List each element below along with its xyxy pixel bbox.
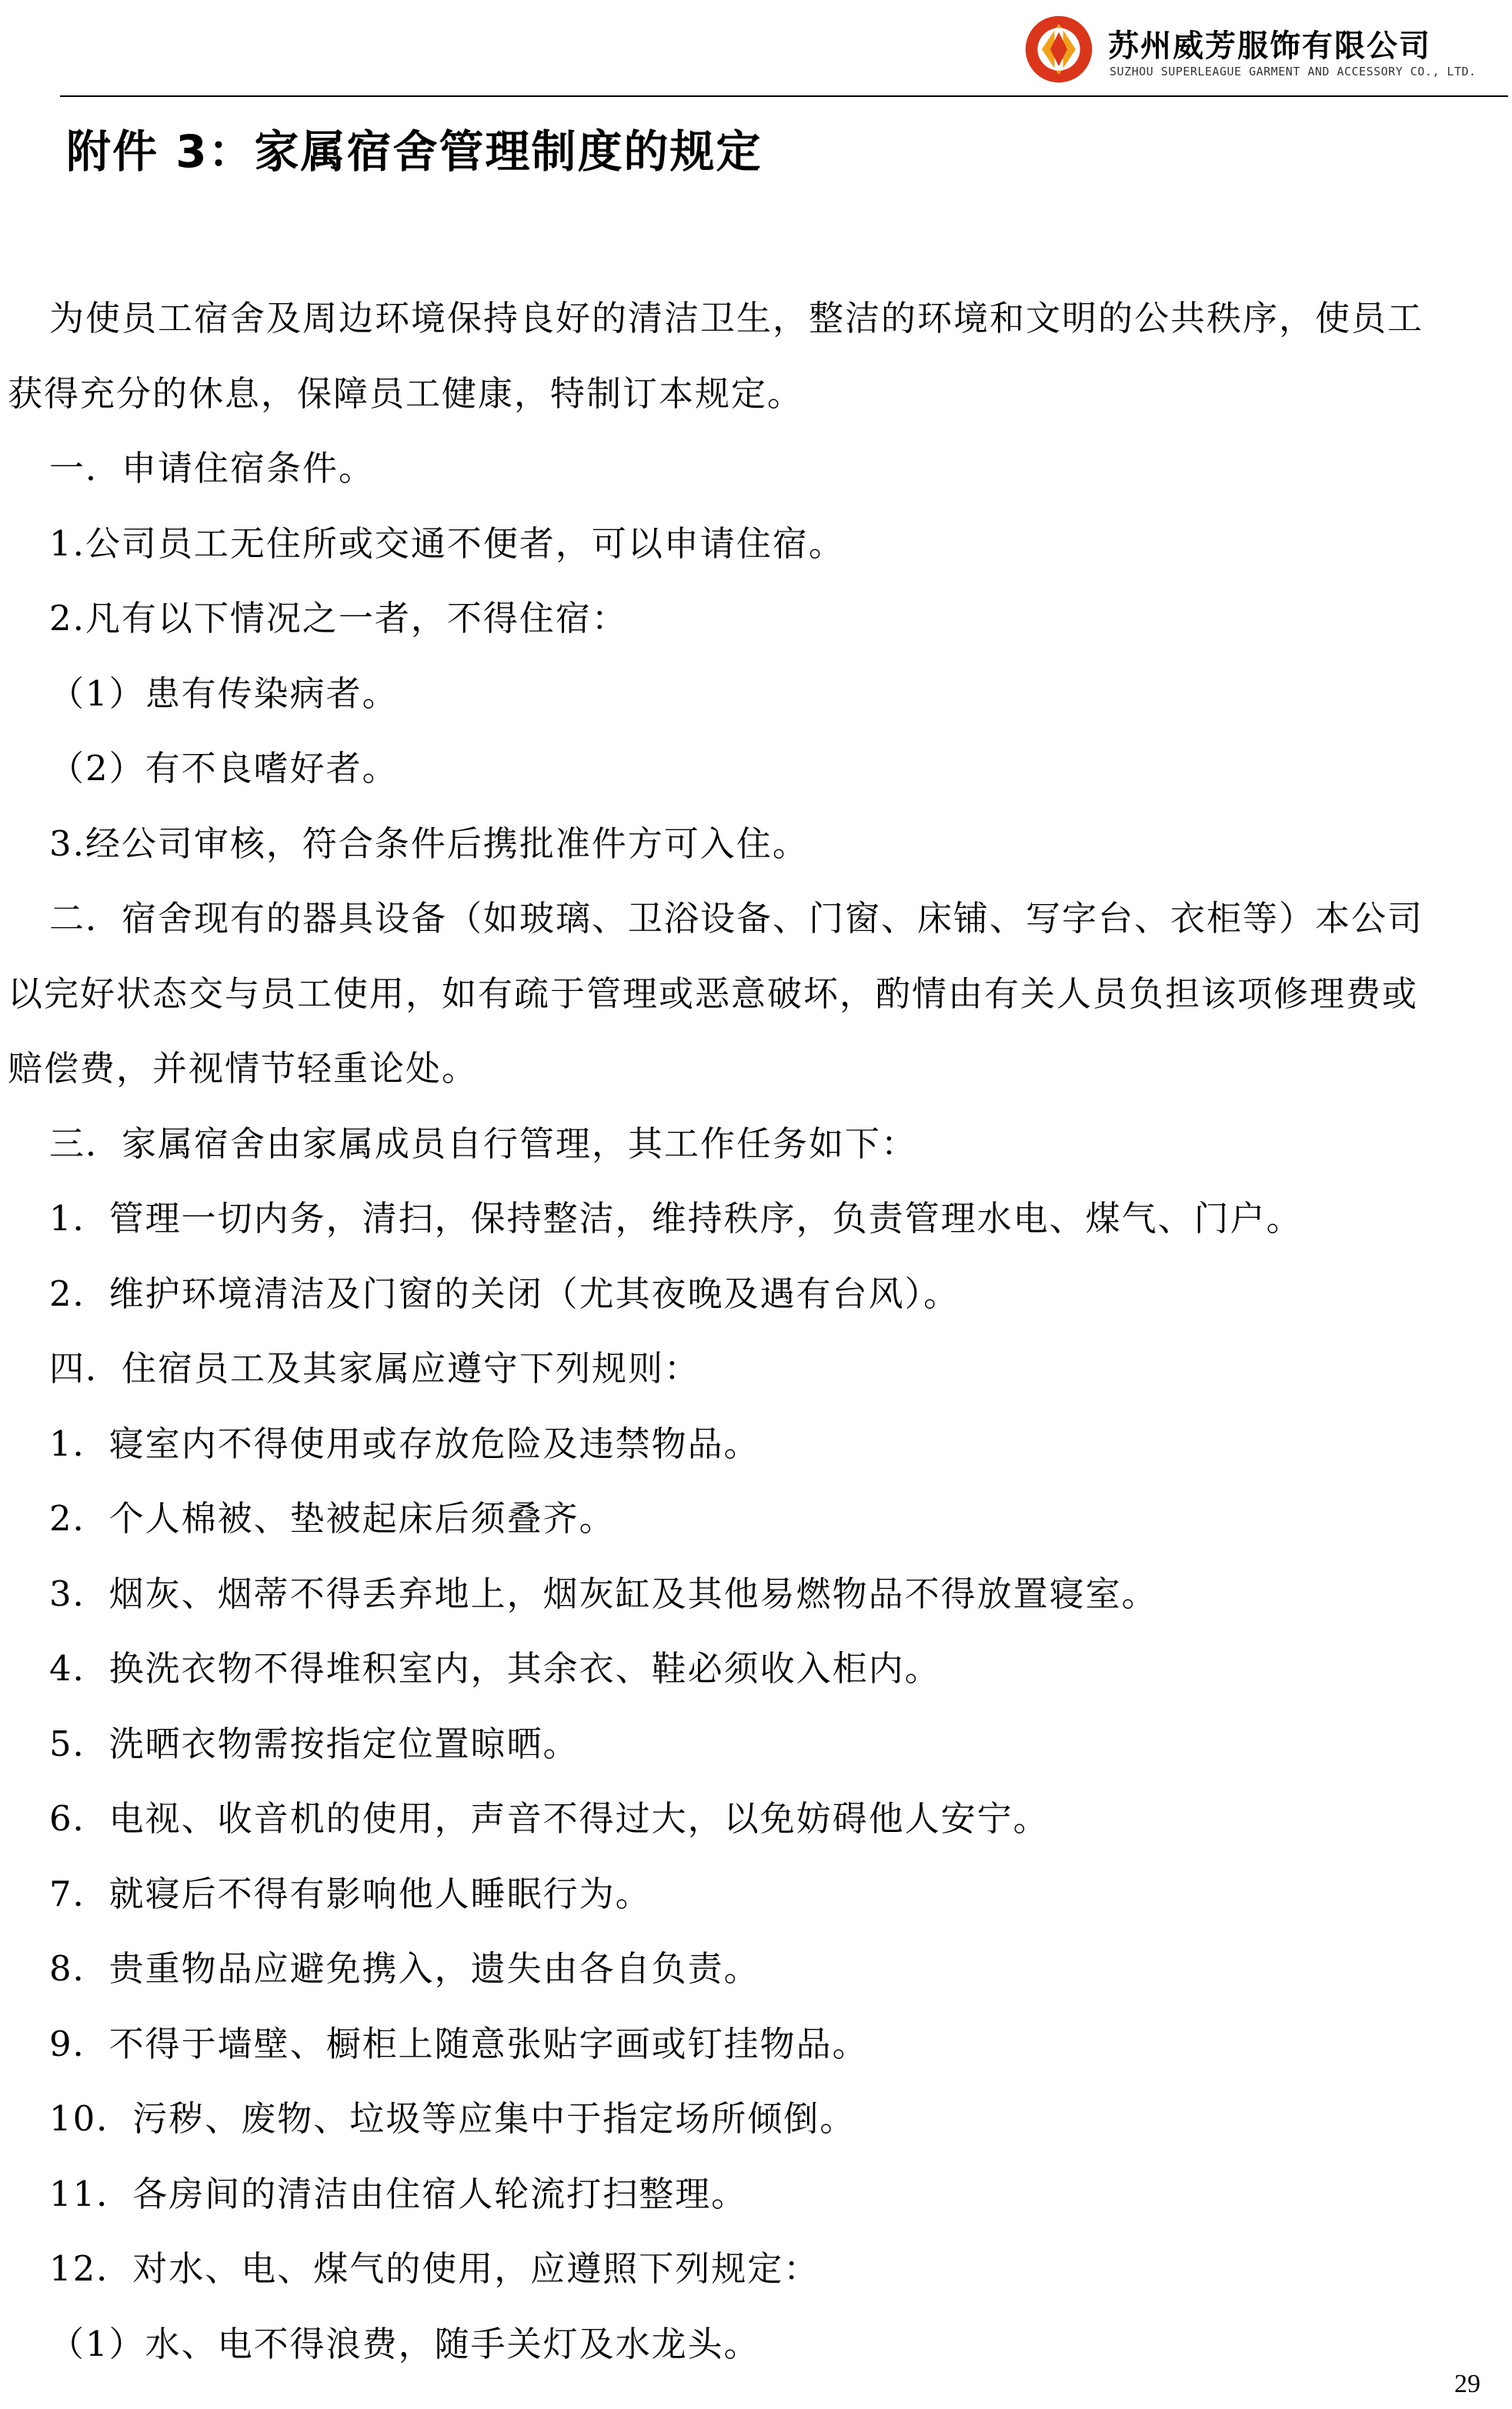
paragraph-line: 3．烟灰、烟蒂不得丢弃地上，烟灰缸及其他易燃物品不得放置寝室。 <box>49 1573 1158 1614</box>
paragraph-line: 1．管理一切内务，清扫，保持整洁，维持秩序，负责管理水电、煤气、门户。 <box>49 1198 1303 1239</box>
document-title: 附件 3：家属宿舍管理制度的规定 <box>66 125 763 178</box>
paragraph-line: 1.公司员工无住所或交通不便者，可以申请住宿。 <box>49 522 845 564</box>
paragraph-line: 6．电视、收音机的使用，声音不得过大，以免妨碍他人安宁。 <box>49 1798 1050 1839</box>
paragraph-line: 7．就寝后不得有影响他人睡眠行为。 <box>49 1873 652 1914</box>
paragraph-line: 8．贵重物品应避免携入，遗失由各自负责。 <box>49 1948 760 1989</box>
paragraph-line: 为使员工宿舍及周边环境保持良好的清洁卫生，整洁的环境和文明的公共秩序，使员工 <box>49 298 1424 339</box>
paragraph-line: 12．对水、电、煤气的使用，应遵照下列规定： <box>49 2248 820 2289</box>
paragraph-line: 一．申请住宿条件。 <box>49 448 375 489</box>
paragraph-line: 2．维护环境清洁及门窗的关闭（尤其夜晚及遇有台风）。 <box>49 1273 960 1314</box>
paragraph-line: 10．污秽、废物、垃圾等应集中于指定场所倾倒。 <box>49 2098 856 2139</box>
document-body <box>0 281 1512 2381</box>
paragraph-line: 11．各房间的清洁由住宿人轮流打扫整理。 <box>49 2173 748 2214</box>
paragraph-line: 以完好状态交与员工使用，如有疏于管理或恶意破坏，酌情由有关人员负担该项修理费或 <box>8 973 1419 1014</box>
page-number: 29 <box>1454 2370 1480 2398</box>
paragraph-line: 四．住宿员工及其家属应遵守下列规则： <box>49 1348 701 1389</box>
page-header <box>1023 11 1500 88</box>
paragraph-line: 2.凡有以下情况之一者，不得住宿： <box>49 598 628 639</box>
paragraph-line: 三．家属宿舍由家属成员自行管理，其工作任务如下： <box>49 1123 918 1164</box>
paragraph-line: 3.经公司审核，符合条件后携批准件方可入住。 <box>49 822 809 864</box>
paragraph-line: 9．不得于墙壁、橱柜上随意张贴字画或钉挂物品。 <box>49 2023 869 2064</box>
company-name-english: SUZHOU SUPERLEAGUE GARMENT AND ACCESSORY CO., LTD. <box>1110 65 1477 78</box>
paragraph-line: 1．寝室内不得使用或存放危险及违禁物品。 <box>49 1423 760 1464</box>
paragraph-line: 获得充分的休息，保障员工健康，特制订本规定。 <box>8 372 804 414</box>
paragraph-line: 赔偿费，并视情节轻重论处。 <box>8 1048 479 1089</box>
paragraph-line: （1）患有传染病者。 <box>49 672 399 714</box>
paragraph-line: 二．宿舍现有的器具设备（如玻璃、卫浴设备、门窗、床铺、写字台、衣柜等）本公司 <box>49 898 1424 939</box>
header-divider <box>60 95 1508 97</box>
paragraph-line: 2．个人棉被、垫被起床后须叠齐。 <box>49 1498 616 1539</box>
company-logo-icon <box>1023 14 1094 85</box>
paragraph-line: （1）水、电不得浪费，随手关灯及水龙头。 <box>49 2323 760 2364</box>
paragraph-line: 5．洗晒衣物需按指定位置晾晒。 <box>49 1723 579 1764</box>
company-name-chinese: 苏州威芳服饰有限公司 <box>1108 28 1431 64</box>
paragraph-line: （2）有不良嗜好者。 <box>49 748 399 789</box>
paragraph-line: 4．换洗衣物不得堆积室内，其余衣、鞋必须收入柜内。 <box>49 1648 941 1689</box>
